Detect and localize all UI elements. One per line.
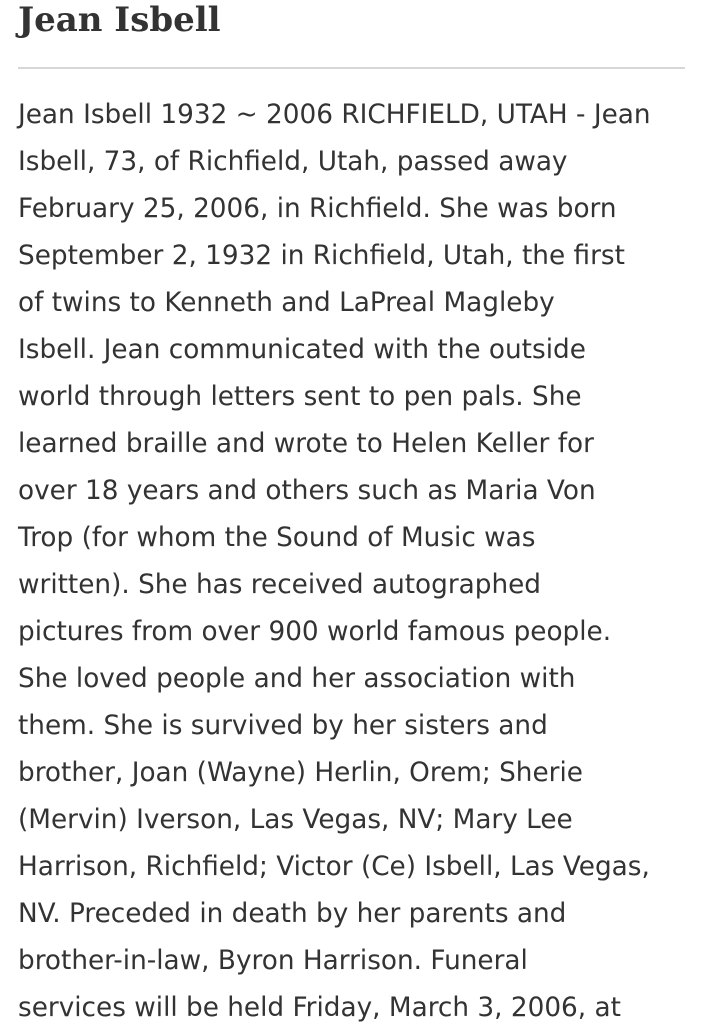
text-line: (Mervin) Iverson, Las Vegas, NV; Mary Lee (18, 805, 573, 835)
text-line: Isbell. Jean communicated with the outside (18, 335, 586, 365)
text-line: Jean Isbell 1932 ~ 2006 RICHFIELD, UTAH - Jean (18, 100, 651, 130)
text-line: pictures from over 900 world famous people. (18, 617, 612, 647)
text-line: them. She is survived by her sisters and (18, 711, 548, 741)
text-line: Harrison, Richfield; Victor (Ce) Isbell, Las Vegas, (18, 852, 650, 882)
text-line: world through letters sent to pen pals. She (18, 382, 582, 412)
text-line: September 2, 1932 in Richfield, Utah, the first (18, 241, 625, 271)
text-line: brother, Joan (Wayne) Herlin, Orem; Sherie (18, 758, 583, 788)
obituary-text (18, 92, 688, 1024)
text-line: Isbell, 73, of Richfield, Utah, passed away (18, 147, 568, 177)
text-line: She loved people and her association with (18, 664, 576, 694)
page-title: Jean Isbell (18, 0, 221, 40)
text-line: over 18 years and others such as Maria Von (18, 476, 596, 506)
text-line: brother-in-law, Byron Harrison. Funeral (18, 946, 528, 976)
text-line: learned braille and wrote to Helen Keller for (18, 429, 594, 459)
text-line: Trop (for whom the Sound of Music was (18, 523, 536, 553)
text-line: NV. Preceded in death by her parents and (18, 899, 567, 929)
text-line: written). She has received autographed (18, 570, 541, 600)
text-line: February 25, 2006, in Richfield. She was born (18, 194, 617, 224)
title-divider (18, 67, 685, 69)
text-line: of twins to Kenneth and LaPreal Magleby (18, 288, 555, 318)
text-line: services will be held Friday, March 3, 2006, at (18, 993, 621, 1023)
